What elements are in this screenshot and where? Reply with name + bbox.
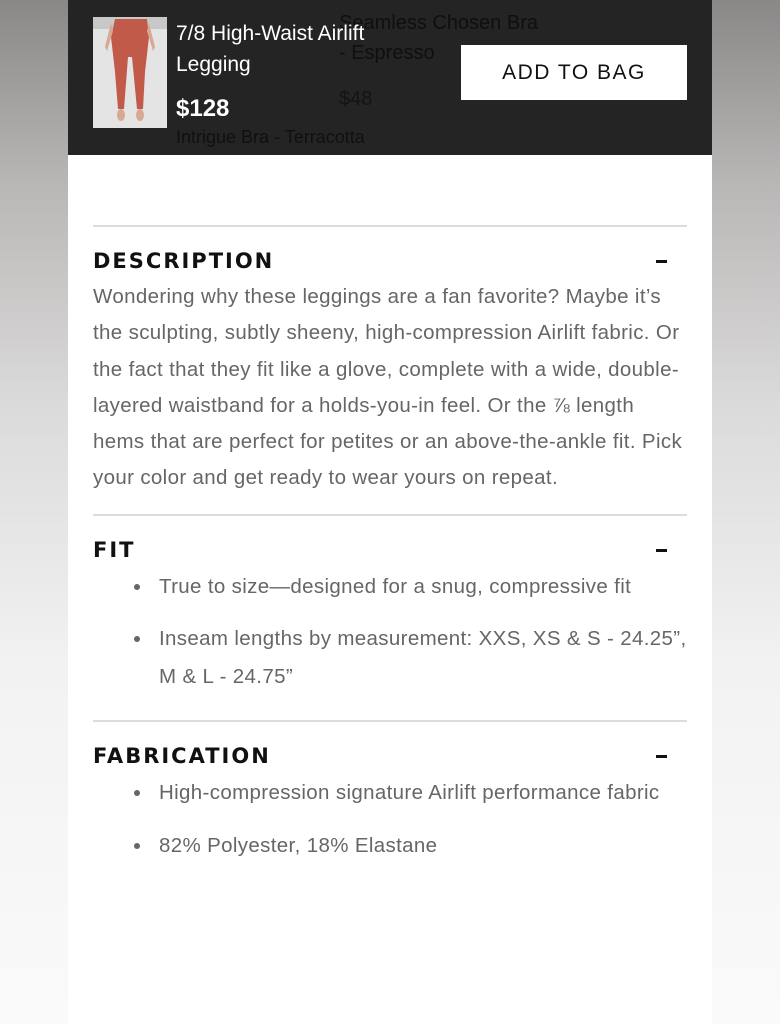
fabrication-section [93,720,687,889]
bullet-icon [134,636,140,642]
minus-icon[interactable] [656,549,667,552]
section-title: FABRICATION [93,744,271,769]
list-item-text: High-compression signature Airlift performance fabric [159,781,660,805]
bullet-icon [134,584,140,590]
legging-product-thumbnail-icon [93,17,167,128]
minus-icon[interactable] [656,755,667,758]
bullet-icon [134,843,140,849]
list-item-text: 82% Polyester, 18% Elastane [159,833,438,857]
description-header[interactable] [93,227,687,295]
bullet-icon [134,790,140,796]
sticky-add-to-bag-bar [68,0,712,155]
background-product-price: $48 [339,88,373,110]
product-price: $128 [176,95,230,122]
list-item [93,774,687,812]
list-item [93,620,687,695]
list-item-text: Inseam lengths by measurement: XXS, XS & S - 24.25”, M & L - 24.75” [159,627,687,688]
section-title: DESCRIPTION [93,249,275,273]
list-item [93,827,687,865]
product-thumbnail[interactable] [93,17,167,128]
description-section [93,225,687,514]
fabrication-list [93,774,687,889]
background-product-name: Intrigue Bra - Terracotta [176,127,365,147]
list-item [93,568,687,606]
product-page [68,0,712,1024]
fit-section [93,514,687,721]
minus-icon[interactable] [656,260,667,263]
fit-list [93,568,687,721]
background-product-name: Seamless Chosen Bra - Espresso [339,12,538,64]
section-title: FIT [93,537,136,562]
description-text: Wondering why these leggings are a fan favorite? Maybe it’s the sculpting, subtly sheeny, high-compression Airlift fabric. Or the fact that they fit like a glove, complete with a wide, double-layered waistband for a holds-you-in feel. Or the ⅞ length hems that are perfect for petites or an above-the-ankle fit. Pick your color and get ready to wear yours on repeat. [93,285,683,490]
add-to-bag-button[interactable]: ADD TO BAG [461,45,687,100]
product-details [93,225,687,889]
product-name: 7/8 High-Waist Airlift Legging [176,22,365,76]
list-item-text: True to size—designed for a snug, compressive fit [159,574,632,598]
